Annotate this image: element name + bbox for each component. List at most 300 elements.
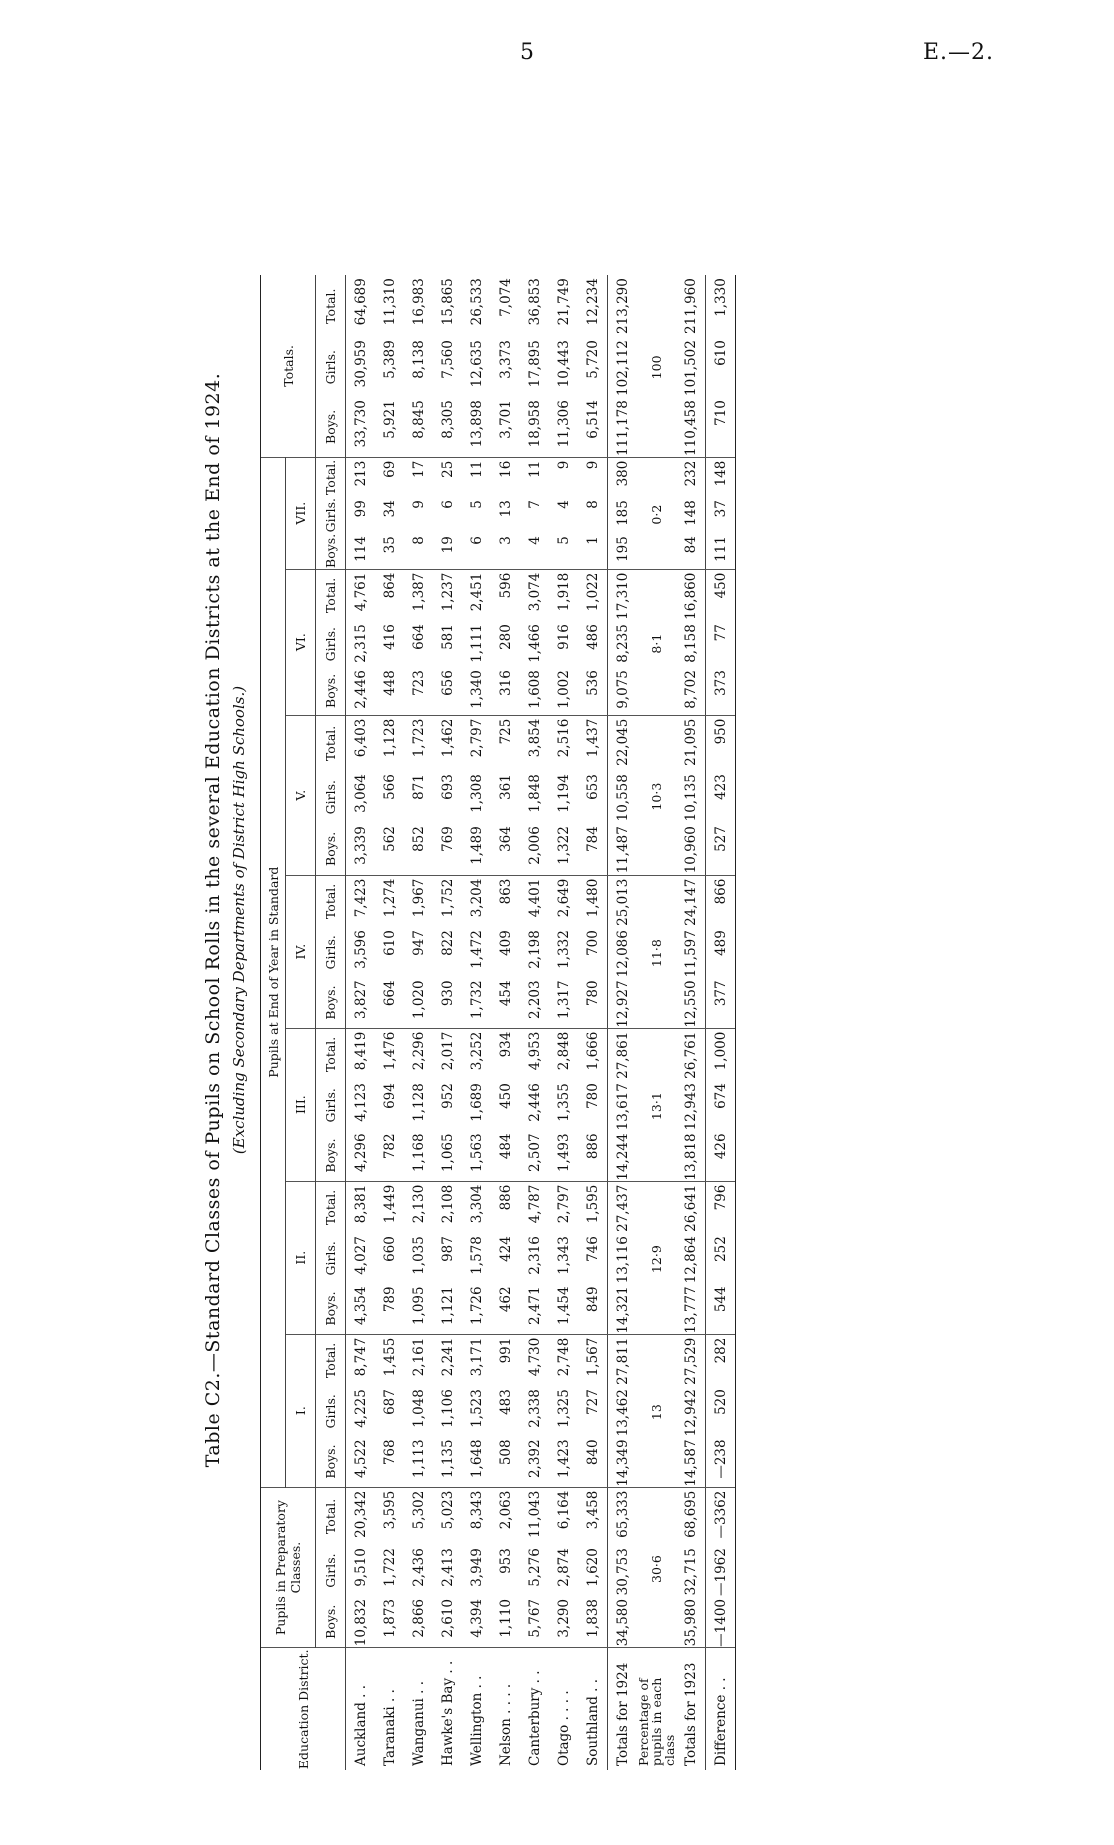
table-cell: 16 (497, 460, 514, 478)
row-label: Difference . . (706, 1648, 736, 1770)
column-subheader: Girls. (316, 1233, 346, 1283)
table-cell: 3,949 (468, 1548, 485, 1587)
table-cell: 1,322 (549, 823, 578, 875)
table-cell: 8,845 (404, 397, 433, 457)
table-cell: 148 (682, 500, 699, 526)
table-cell: 2,848 (555, 1031, 572, 1071)
column-subheader: Boys. (316, 1596, 346, 1648)
table-cell: 660 (381, 1236, 398, 1262)
table-cell: 99 (352, 500, 369, 518)
table-cell: 409 (497, 930, 514, 956)
table-cell: 991 (497, 1337, 514, 1364)
table-cell: 656 (433, 667, 462, 715)
table-cell: 2,108 (439, 1184, 456, 1224)
table-row (520, 275, 549, 1770)
standard-classes-table (260, 275, 736, 1770)
table-cell: 1,918 (555, 572, 572, 612)
table-cell: 694 (381, 1083, 398, 1109)
table-cell: 13,617 (608, 1080, 638, 1130)
table-row (404, 275, 433, 1770)
table-cell: 26,761 (682, 1031, 699, 1079)
document-reference: E.—2. (922, 40, 994, 65)
standard-header: III. (286, 1028, 316, 1181)
table-cell: 11 (468, 460, 485, 478)
percentage-cell: 13·1 (637, 1028, 676, 1181)
district-header: Education District. (261, 1648, 346, 1770)
table-cell: 5,921 (375, 397, 404, 457)
table-cell: 5,720 (584, 340, 601, 379)
percentage-cell: 10·3 (637, 715, 676, 875)
table-cell: 10,558 (608, 771, 638, 823)
table-cell: 2,296 (410, 1031, 427, 1071)
column-subheader: Total. (316, 1028, 346, 1080)
column-subheader: Total. (316, 715, 346, 771)
table-cell: 780 (578, 977, 608, 1028)
table-cell: 1,065 (433, 1130, 462, 1181)
table-cell: 769 (433, 823, 462, 875)
table-cell: 5,302 (410, 1490, 427, 1530)
table-cell: 37 (706, 497, 736, 533)
table-cell: 5 (468, 500, 485, 509)
table-cell: 25 (439, 460, 456, 478)
table-cell: 1,480 (584, 878, 601, 918)
table-cell: 2,748 (555, 1337, 572, 1377)
row-label: Wellington . . (468, 1675, 485, 1766)
table-cell: 361 (497, 774, 514, 800)
table-cell: 364 (491, 823, 520, 875)
table-cell: 1,462 (439, 718, 456, 758)
table-cell: 111 (706, 533, 736, 569)
table-cell: 2,451 (468, 572, 485, 612)
table-subtitle: (Excluding Secondary Departments of District High Schools.) (230, 685, 248, 1155)
table-cell: 2,797 (468, 718, 485, 758)
table-cell: 1,330 (706, 275, 736, 337)
table-cell: —3362 (706, 1487, 736, 1545)
table-cell: 768 (375, 1436, 404, 1487)
table-cell: 710 (706, 397, 736, 457)
table-cell: 11,043 (526, 1490, 543, 1538)
table-cell: 1,355 (555, 1083, 572, 1122)
table-cell: 450 (497, 1083, 514, 1109)
percentage-row (637, 275, 676, 1770)
table-cell: 4,027 (352, 1236, 369, 1275)
table-cell: 14,321 (608, 1283, 638, 1334)
percentage-cell: 13 (637, 1334, 676, 1487)
table-cell: 13,898 (462, 397, 491, 457)
table-cell: 64,689 (352, 278, 369, 326)
table-cell: 871 (410, 774, 427, 800)
table-cell: 2,063 (497, 1490, 514, 1530)
table-cell: 916 (555, 624, 572, 650)
table-cell: 653 (584, 774, 601, 800)
table-row (491, 275, 520, 1770)
row-label: Nelson . . . . (497, 1683, 514, 1766)
table-cell: 864 (381, 572, 398, 599)
column-subheader: Boys. (316, 1436, 346, 1487)
table-cell: 68,695 (682, 1490, 699, 1538)
table-cell: 1,454 (549, 1283, 578, 1334)
table-cell: 462 (491, 1283, 520, 1334)
table-cell: 13 (497, 500, 514, 518)
table-cell: 14,244 (608, 1130, 638, 1181)
table-cell: 1,466 (526, 624, 543, 663)
table-title: Table C2.—Standard Classes of Pupils on School Rolls in the several Education Districts at the End of 1924. (202, 372, 224, 1468)
column-subheader: Girls. (316, 1545, 346, 1596)
table-cell: 17 (410, 460, 427, 478)
column-subheader: Girls. (316, 1386, 346, 1436)
difference-row (706, 275, 736, 1770)
table-cell: 1,489 (462, 823, 491, 875)
table-cell: 195 (608, 533, 638, 569)
table-cell: 1,437 (584, 718, 601, 758)
table-cell: 566 (381, 774, 398, 800)
table-cell: 2,161 (410, 1337, 427, 1377)
table-cell: 581 (439, 624, 456, 650)
table-cell: 723 (404, 667, 433, 715)
table-cell: 3,171 (468, 1337, 485, 1377)
column-subheader: Boys. (316, 533, 346, 569)
totals-1924-row (608, 275, 638, 1770)
table-cell: 8 (584, 500, 601, 509)
table-cell: 1,340 (462, 667, 491, 715)
table-cell: 687 (381, 1389, 398, 1415)
table-cell: 416 (381, 624, 398, 650)
table-cell: 1,689 (468, 1083, 485, 1122)
table-cell: 1,449 (381, 1184, 398, 1224)
table-cell: 13,818 (676, 1130, 706, 1181)
table-cell: 110,458 (676, 397, 706, 457)
table-row (578, 275, 608, 1770)
table-row (375, 275, 404, 1770)
column-subheader: Total. (316, 1334, 346, 1386)
table-cell: 1,035 (410, 1236, 427, 1275)
table-cell: 3,339 (346, 823, 376, 875)
table-cell: 489 (706, 927, 736, 977)
table-cell: 11,597 (682, 930, 699, 978)
column-subheader: Boys. (316, 397, 346, 457)
table-cell: 8,419 (352, 1031, 369, 1071)
table-cell: 4 (520, 533, 549, 569)
table-cell: 21,749 (555, 278, 572, 326)
table-cell: 10,443 (555, 340, 572, 388)
table-cell: 282 (706, 1334, 736, 1386)
table-cell: 3,854 (526, 718, 543, 758)
table-cell: 7 (526, 500, 543, 509)
table-cell: 664 (375, 977, 404, 1028)
column-subheader: Total. (316, 1487, 346, 1545)
table-cell: 863 (497, 878, 514, 905)
table-cell: 508 (491, 1436, 520, 1487)
standard-header: II. (286, 1181, 316, 1334)
table-cell: 486 (584, 624, 601, 650)
table-cell: 8,343 (468, 1490, 485, 1530)
row-label: Totals for 1923 (682, 1662, 699, 1766)
table-cell: 3,595 (381, 1490, 398, 1530)
table-cell: 852 (404, 823, 433, 875)
table-cell: 377 (706, 977, 736, 1028)
table-cell: 8,158 (682, 624, 699, 663)
table-cell: 1,095 (404, 1283, 433, 1334)
table-cell: 4 (555, 500, 572, 509)
column-subheader: Total. (316, 1181, 346, 1233)
table-cell: 536 (578, 667, 608, 715)
table-cell: 2,130 (410, 1184, 427, 1224)
table-cell: 1,022 (584, 572, 601, 612)
table-cell: 26,641 (682, 1184, 699, 1232)
table-cell: 2,516 (555, 718, 572, 758)
row-label: Taranaki . . (381, 1689, 398, 1766)
table-cell: 2,006 (520, 823, 549, 875)
percentage-cell: 0·2 (637, 457, 676, 569)
table-cell: 316 (491, 667, 520, 715)
table-cell: 114 (346, 533, 376, 569)
table-cell: 1,121 (433, 1283, 462, 1334)
table-cell: 17,310 (608, 569, 638, 621)
table-cell: 1,111 (468, 624, 485, 663)
table-cell: 24,147 (682, 878, 699, 926)
table-cell: 1,455 (381, 1337, 398, 1377)
column-subheader: Girls. (316, 497, 346, 533)
table-cell: 3,252 (468, 1031, 485, 1071)
column-subheader: Total. (316, 457, 346, 497)
table-cell: 1,472 (468, 930, 485, 969)
column-subheader: Girls. (316, 1080, 346, 1130)
table-cell: 664 (410, 624, 427, 650)
column-subheader: Girls. (316, 927, 346, 977)
table-cell: 2,446 (526, 1083, 543, 1122)
table-cell: 952 (439, 1083, 456, 1109)
table-cell: 789 (375, 1283, 404, 1334)
table-cell: 26,533 (468, 278, 485, 326)
percentage-cell: 8·1 (637, 569, 676, 715)
table-cell: 35 (375, 533, 404, 569)
table-cell: 1,308 (468, 774, 485, 813)
table-cell: 1,595 (584, 1184, 601, 1224)
table-cell: 13,116 (608, 1233, 638, 1283)
table-cell: —1962 (706, 1545, 736, 1596)
table-cell: 2,241 (439, 1337, 456, 1377)
row-label: Otago . . . . (555, 1690, 572, 1766)
table-cell: 8,747 (352, 1337, 369, 1377)
table-cell: 1,493 (549, 1130, 578, 1181)
table-cell: 13,462 (608, 1386, 638, 1436)
table-cell: 22,045 (608, 715, 638, 771)
table-cell: 2,338 (526, 1389, 543, 1428)
percentage-cell: 100 (637, 275, 676, 457)
table-cell: 1,967 (410, 878, 427, 918)
table-cell: 840 (578, 1436, 608, 1487)
table-cell: 796 (706, 1181, 736, 1233)
table-cell: 9 (410, 500, 427, 509)
table-cell: 780 (584, 1083, 601, 1109)
table-cell: 1,106 (439, 1389, 456, 1428)
table-cell: 4,123 (352, 1083, 369, 1122)
table-cell: 6,164 (555, 1490, 572, 1530)
table-cell: 11 (526, 460, 543, 478)
table-cell: 2,198 (526, 930, 543, 969)
table-cell: 2,203 (520, 977, 549, 1028)
column-subheader: Boys. (316, 1130, 346, 1181)
table-row (462, 275, 491, 1770)
table-cell: 727 (584, 1389, 601, 1415)
table-cell: 1,722 (381, 1548, 398, 1587)
table-cell: 9,510 (352, 1548, 369, 1587)
table-cell: 8,381 (352, 1184, 369, 1224)
table-cell: 1,476 (381, 1031, 398, 1071)
table-cell: 3,701 (491, 397, 520, 457)
table-cell: 10,135 (682, 774, 699, 822)
table-cell: 849 (578, 1283, 608, 1334)
column-subheader: Girls. (316, 771, 346, 823)
table-cell: 25,013 (608, 875, 638, 927)
table-cell: 2,507 (520, 1130, 549, 1181)
row-label: Canterbury . . (526, 1670, 543, 1766)
row-label: Totals for 1924 (608, 1648, 638, 1770)
table-cell: 4,296 (346, 1130, 376, 1181)
column-subheader: Boys. (316, 977, 346, 1028)
table-cell: 30,753 (608, 1545, 638, 1596)
table-cell: 9,075 (608, 667, 638, 715)
table-cell: 2,392 (520, 1436, 549, 1487)
table-cell: 111,178 (608, 397, 638, 457)
table-cell: 4,787 (526, 1184, 543, 1224)
table-cell: 6,403 (352, 718, 369, 758)
preparatory-header: Pupils in Preparatory Classes. (261, 1487, 316, 1648)
table-cell: 7,423 (352, 878, 369, 918)
table-cell: 2,316 (526, 1236, 543, 1275)
table-cell: 4,401 (526, 878, 543, 918)
table-cell: 424 (497, 1236, 514, 1262)
table-cell: 7,074 (497, 278, 514, 317)
table-cell: 11,310 (381, 278, 398, 326)
totals-header: Totals. (261, 275, 316, 457)
table-cell: 1,343 (555, 1236, 572, 1275)
table-cell: 450 (706, 569, 736, 621)
table-cell: —238 (706, 1436, 736, 1487)
table-cell: 12,864 (682, 1236, 699, 1284)
table-cell: 12,943 (682, 1083, 699, 1131)
table-cell: 280 (497, 624, 514, 650)
standard-header: VII. (286, 457, 316, 569)
table-cell: 9 (584, 460, 601, 470)
table-cell: 1,578 (468, 1236, 485, 1275)
table-cell: 77 (706, 621, 736, 667)
table-cell: 4,953 (526, 1031, 543, 1071)
table-cell: 4,225 (352, 1389, 369, 1428)
table-cell: 2,446 (346, 667, 376, 715)
table-cell: 886 (578, 1130, 608, 1181)
table-cell: 32,715 (682, 1548, 699, 1596)
table-cell: 1,317 (549, 977, 578, 1028)
table-cell: 7,560 (439, 340, 456, 379)
table-cell: 3,204 (468, 878, 485, 918)
table-cell: 3,304 (468, 1184, 485, 1224)
table-cell: 14,349 (608, 1436, 638, 1487)
table-cell: 1 (578, 533, 608, 569)
table-cell: 3,827 (346, 977, 376, 1028)
table-cell: 1,423 (549, 1436, 578, 1487)
table-cell: 10,832 (346, 1596, 376, 1648)
standard-header: I. (286, 1334, 316, 1487)
table-cell: 1,113 (404, 1436, 433, 1487)
table-cell: 3,596 (352, 930, 369, 969)
row-label: Wanganui . . (410, 1680, 427, 1766)
table-cell: 746 (584, 1236, 601, 1262)
table-cell: 822 (439, 930, 456, 956)
table-cell: 483 (497, 1389, 514, 1415)
table-cell: 8,305 (433, 397, 462, 457)
table-cell: 866 (706, 875, 736, 927)
table-cell: 950 (706, 715, 736, 771)
table-cell: 484 (491, 1130, 520, 1181)
table-cell: 1,620 (584, 1548, 601, 1587)
table-cell: 544 (706, 1283, 736, 1334)
sub-header-row (316, 275, 346, 1770)
table-cell: 33,730 (346, 397, 376, 457)
table-cell: 34,580 (608, 1596, 638, 1648)
table-cell: 232 (682, 460, 699, 487)
table-cell: 1,325 (555, 1389, 572, 1428)
standard-header: V. (286, 715, 316, 875)
table-cell: 953 (497, 1548, 514, 1574)
table-cell: 1,110 (491, 1596, 520, 1648)
table-cell: 3,373 (497, 340, 514, 379)
table-cell: 8,138 (410, 340, 427, 379)
table-cell: 65,333 (608, 1487, 638, 1545)
table-cell: 930 (433, 977, 462, 1028)
table-cell: 987 (439, 1236, 456, 1262)
table-cell: 1,523 (468, 1389, 485, 1428)
table-cell: 1,666 (584, 1031, 601, 1071)
percentage-cell: 12·9 (637, 1181, 676, 1334)
table-cell: 610 (381, 930, 398, 956)
column-subheader: Boys. (316, 823, 346, 875)
table-cell: 213,290 (608, 275, 638, 337)
standard-header: VI. (286, 569, 316, 715)
table-body (346, 275, 736, 1770)
table-cell: 30,959 (352, 340, 369, 388)
table-cell: 8,702 (676, 667, 706, 715)
table-cell: 36,853 (526, 278, 543, 326)
table-cell: 2,017 (439, 1031, 456, 1071)
table-cell: 27,529 (682, 1337, 699, 1385)
table-cell: 1,873 (375, 1596, 404, 1648)
table-cell: 4,761 (352, 572, 369, 612)
table-cell: 1,848 (526, 774, 543, 813)
table-cell: 16,983 (410, 278, 427, 326)
standard-group-header: Pupils at End of Year in Standard (261, 457, 286, 1487)
table-cell: 12,942 (682, 1389, 699, 1437)
table-cell: 782 (375, 1130, 404, 1181)
table-cell: 1,135 (433, 1436, 462, 1487)
table-cell: 527 (706, 823, 736, 875)
table-cell: 1,732 (462, 977, 491, 1028)
table-cell: 148 (706, 457, 736, 497)
table-cell: 3,290 (549, 1596, 578, 1648)
table-cell: 1,128 (381, 718, 398, 758)
table-cell: 12,234 (584, 278, 601, 326)
table-cell: 185 (608, 497, 638, 533)
table-cell: 35,980 (676, 1596, 706, 1648)
table-cell: 12,927 (608, 977, 638, 1028)
table-cell: 1,387 (410, 572, 427, 612)
row-label: Percentage of pupils in each class (636, 1677, 677, 1766)
table-cell: 19 (433, 533, 462, 569)
table-cell: 1,726 (462, 1283, 491, 1334)
table-cell: 4,394 (462, 1596, 491, 1648)
table-cell: 6 (439, 500, 456, 509)
table-cell: 2,866 (404, 1596, 433, 1648)
